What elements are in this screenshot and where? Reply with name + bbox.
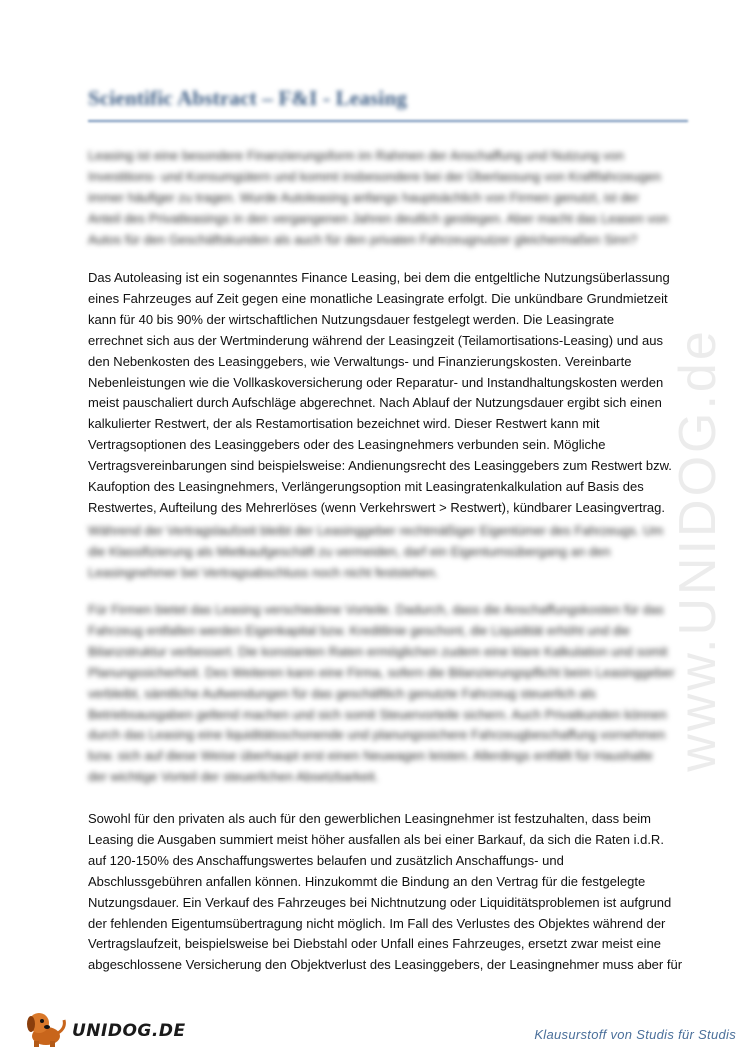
text-line: Betriebsausgaben geltend machen und sich somit Steuervorteile sichern. Auch Privatkunden können: [88, 706, 667, 722]
text-line: Restwertes, Aufteilung des Mehrerlöses (wenn Verkehrswert > Restwert), kündbarer Leasingvertrag.: [88, 499, 665, 515]
text-line: Leasing ist eine besondere Finanzierungsform im Rahmen der Anschaffung und Nutzung von: [88, 148, 624, 163]
text-line: Vertragsvereinbarungen sind beispielsweise: Andienungsrecht des Leasinggebers zum Restwert bzw.: [88, 458, 672, 474]
text-line: Bilanzstruktur verbessert. Die konstanten Raten ermöglichen zudem eine klare Kalkulation und somit: [88, 643, 668, 659]
text-line: Abschlussgebühren anfallen können. Hinzukommt die Bindung an den Vertrag für die festgelegte: [88, 873, 646, 889]
text-line: Anteil des Privatleasings in den vergangenen Jahren deutlich gestiegen. Aber macht das Leasen von: [88, 210, 669, 226]
text-line: meist pauschaliert durch Aufschläge abgerechnet. Nach Ablauf der Nutzungsdauer ergibt sich einen: [88, 395, 662, 411]
paragraph-2: [88, 268, 688, 519]
text-line: Vertragslaufzeit, beispielsweise bei Diebstahl oder Unfall eines Fahrzeuges, ersetzt zwar meist eine: [88, 936, 662, 952]
text-line: Das Autoleasing ist ein sogenanntes Finance Leasing, bei dem die entgeltliche Nutzungsüberlassung: [88, 270, 670, 285]
paragraph-4: [88, 809, 688, 976]
text-line: Leasing die Ausgaben summiert meist höher ausfallen als bei einer Barkauf, da sich die Raten i.d.R.: [88, 831, 664, 847]
watermark-text: www.UNIDOG.de: [669, 328, 727, 772]
text-line: eines Fahrzeuges auf Zeit gegen eine monatliche Leasingrate erfolgt. Die unkündbare Grundmietzeit: [88, 290, 668, 306]
text-line: die Klassifizierung als Mietkaufgeschäft zu vermeiden, darf ein Eigentumsübergang an den: [88, 543, 611, 559]
text-line: der wichtige Vorteil der steuerlichen Absetzbarkeit.: [88, 769, 379, 785]
text-line: kalkulierter Restwert, der als Restamortisation bezeichnet wird. Dieser Restwert kann mit: [88, 416, 600, 432]
logo-text: UNIDOG.DE: [72, 1021, 186, 1041]
text-line: Nutzungsdauer. Ein Verkauf des Fahrzeuges bei Nichtnutzung oder Liquiditätsproblemen ist aufgrund: [88, 894, 672, 910]
text-line: durch das Leasing eine liquiditätsschonende und planungssichere Fahrzeugbeschaffung vornehmen: [88, 727, 666, 743]
text-line: errechnet sich aus der Wertminderung während der Leasingzeit (Teilamortisations-Leasing) und aus: [88, 332, 663, 348]
text-line: Leasingnehmer bei Vertragsabschluss noch nicht feststehen.: [88, 564, 439, 580]
text-line: verbleibt, sämtliche Aufwendungen für das geschäftlich genutzte Fahrzeug steuerlich als: [88, 685, 597, 701]
text-line: bzw. sich auf diese Weise überhaupt erst einen Neuwagen leisten. Allerdings entfällt für Haushalte: [88, 748, 653, 764]
text-line: immer häufiger zu tragen. Wurde Autoleasing anfangs hauptsächlich von Firmen genutzt, ist der: [88, 189, 640, 205]
footer-tagline: Klausurstoff von Studis für Studis: [534, 1027, 736, 1042]
text-line: Investitions- und Konsumgütern und kommt insbesondere bei der Überlassung von Kraftfahrzeugen: [88, 168, 662, 184]
paragraph-3-blurred: [88, 600, 688, 788]
text-line: Autos für den Geschäftskunden als auch für den privaten Fahrzeugnutzer gleichermaßen Sinn?: [88, 231, 638, 247]
text-line: Fahrzeug entfallen werden Eigenkapital bzw. Kreditlinie geschont, die Liquidität erhöht und die: [88, 622, 631, 638]
paragraph-2-blurred-tail: [88, 521, 688, 584]
text-line: Kaufoption des Leasingnehmers, Verlängerungsoption mit Leasingratenkalkulation auf Basis des: [88, 479, 644, 495]
title-underline: [88, 120, 688, 122]
text-line: Sowohl für den privaten als auch für den gewerblichen Leasingnehmer ist festzuhalten, dass beim: [88, 811, 651, 826]
text-line: Nebenleistungen wie die Vollkaskoversicherung oder Reparatur- und Instandhaltungskosten werden: [88, 374, 664, 390]
unidog-logo[interactable]: [22, 1008, 186, 1048]
text-line: Vertragsoptionen des Leasinggebers oder des Leasingnehmers verbunden sein. Mögliche: [88, 437, 606, 453]
dog-mascot-icon: [22, 1008, 70, 1048]
text-line: Planungssicherheit. Des Weiteren kann eine Firma, sofern die Bilanzierungspflicht beim Leasinggeber: [88, 664, 675, 680]
text-line: den Nebenkosten des Leasinggebers, wie Verwaltungs- und Finanzierungskosten. Vereinbarte: [88, 353, 632, 369]
text-line: auf 120-150% des Anschaffungswertes belaufen und zusätzlich Anschaffungs- und: [88, 852, 564, 868]
text-line: Während der Vertragslaufzeit bleibt der Leasinggeber rechtmäßiger Eigentümer des Fahrzeugs. Um: [88, 523, 664, 538]
text-line: der fehlenden Eigentumsübertragung nicht möglich. Im Fall des Verlustes des Objektes während der: [88, 915, 666, 931]
watermark: [648, 330, 748, 770]
page-title: Scientific Abstract – F&I - Leasing: [88, 86, 408, 110]
text-line: Für Firmen bietet das Leasing verschiedene Vorteile. Dadurch, dass die Anschaffungskosten für das: [88, 602, 664, 617]
text-line: kann für 40 bis 90% der wirtschaftlichen Nutzungsdauer festgelegt werden. Die Leasingrate: [88, 311, 615, 327]
text-line: abgeschlossene Versicherung den Objektverlust des Leasinggebers, der Leasingnehmer muss aber für: [88, 957, 683, 973]
intro-paragraph-blurred: [88, 146, 688, 251]
